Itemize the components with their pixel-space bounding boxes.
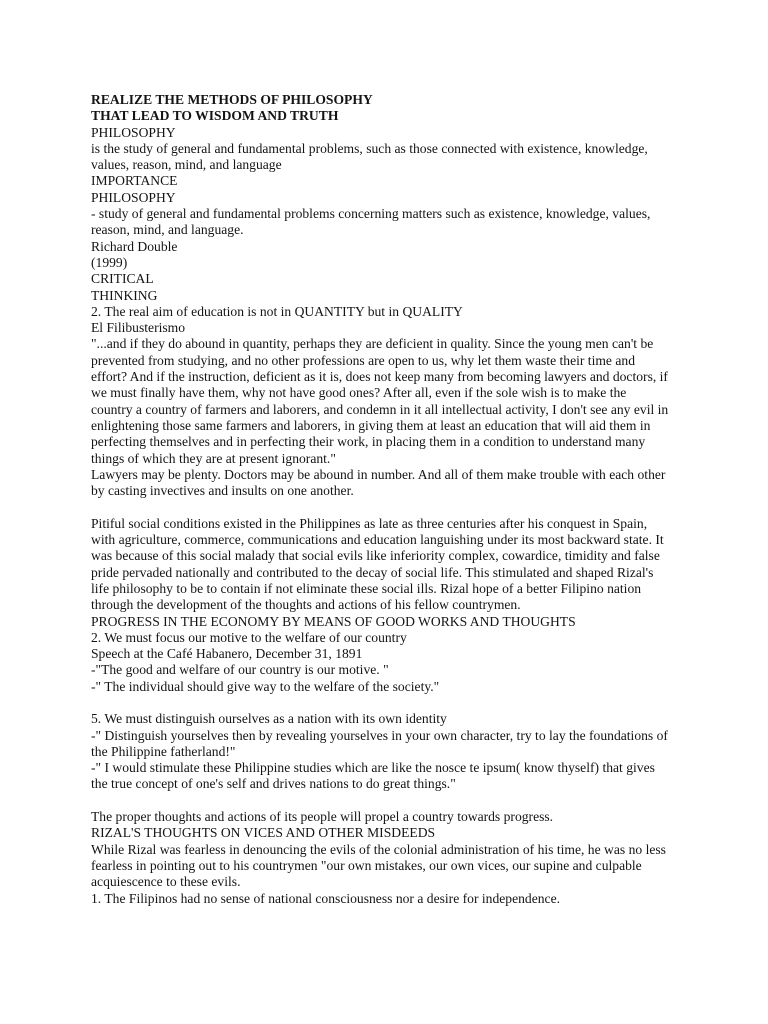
text-line: was because of this social malady that social evils like inferiority complex, cowardice, timidity and false	[91, 548, 660, 564]
text-line: CRITICAL	[91, 271, 154, 287]
document-body	[91, 125, 685, 907]
text-line: (1999)	[91, 254, 128, 270]
text-line: we must finally have them, why not have good ones? After all, even if the sole wish is to make the	[91, 385, 627, 401]
text-line: Speech at the Café Habanero, December 31, 1891	[91, 646, 363, 662]
text-line: acquiescence to these evils.	[91, 874, 241, 890]
text-line: Lawyers may be plenty. Doctors may be abound in number. And all of them make trouble with each other	[91, 466, 666, 482]
text-line: pride pervaded nationally and contributed to the decay of social life. This stimulated and shaped Rizal's	[91, 564, 654, 580]
text-line: RIZAL'S THOUGHTS ON VICES AND OTHER MISDEEDS	[91, 825, 436, 841]
text-line: PROGRESS IN THE ECONOMY BY MEANS OF GOOD WORKS AND THOUGHTS	[91, 613, 576, 629]
text-line: "...and if they do abound in quantity, perhaps they are deficient in quality. Since the young men can't be	[91, 336, 654, 352]
text-line: perfecting themselves and in perfecting their work, in placing them in a condition to understand many	[91, 434, 646, 450]
text-line: the true concept of one's self and drives nations to do great things."	[91, 776, 456, 792]
text-line: THINKING	[91, 287, 158, 303]
document-page	[91, 92, 685, 907]
paragraph-break	[91, 793, 685, 809]
text-line: 2. We must focus our motive to the welfare of our country	[91, 629, 407, 645]
text-line: PHILOSOPHY	[91, 124, 176, 140]
text-line: The proper thoughts and actions of its people will propel a country towards progress.	[91, 809, 554, 825]
text-line: life philosophy to be to contain if not eliminate these social ills. Rizal hope of a better Filipino nation	[91, 580, 642, 596]
paragraph-break	[91, 695, 685, 711]
text-line: Pitiful social conditions existed in the Philippines as late as three centuries after his conquest in Spain,	[91, 515, 648, 531]
text-line: While Rizal was fearless in denouncing the evils of the colonial administration of his time, he was no less	[91, 841, 666, 857]
text-line: reason, mind, and language.	[91, 222, 244, 238]
text-line: PHILOSOPHY	[91, 189, 176, 205]
text-line: prevented from studying, and no other professions are open to us, why let them waste their time and	[91, 352, 635, 368]
text-line: fearless in pointing out to his countrymen "our own mistakes, our own vices, our supine and culpable	[91, 857, 642, 873]
paragraph-break	[91, 499, 685, 515]
text-line: -" I would stimulate these Philippine studies which are like the nosce te ipsum( know thyself) that gives	[91, 760, 655, 776]
text-line: through the development of the thoughts and actions of his fellow countrymen.	[91, 597, 521, 613]
text-line: things of which they are at present ignorant."	[91, 450, 336, 466]
text-line: enlightening those same farmers and laborers, in giving them at least an education that will aid them in	[91, 417, 651, 433]
text-line: the Philippine fatherland!"	[91, 743, 236, 759]
text-line: 2. The real aim of education is not in QUANTITY but in QUALITY	[91, 303, 463, 319]
document-title-line-2: THAT LEAD TO WISDOM AND TRUTH	[91, 108, 339, 124]
text-line: -"The good and welfare of our country is our motive. "	[91, 662, 389, 678]
text-line: 5. We must distinguish ourselves as a nation with its own identity	[91, 711, 447, 727]
text-line: -" The individual should give way to the welfare of the society."	[91, 678, 440, 694]
text-line: effort? And if the instruction, deficient as it is, does not keep many from becoming lawyers and doctors, if	[91, 369, 668, 385]
text-line: is the study of general and fundamental problems, such as those connected with existence, knowledge,	[91, 140, 648, 156]
document-title-line-1: REALIZE THE METHODS OF PHILOSOPHY	[91, 92, 373, 107]
text-line: El Filibusterismo	[91, 320, 186, 336]
text-line: values, reason, mind, and language	[91, 157, 282, 173]
text-line: -" Distinguish yourselves then by revealing yourselves in your own character, try to lay the foundations of	[91, 727, 668, 743]
text-line: with agriculture, commerce, communications and education languishing under its most backward state. It	[91, 532, 664, 548]
text-line: country a country of farmers and laborers, and condemn in it all intellectual activity, I don't see any evil in	[91, 401, 669, 417]
text-line: by casting invectives and insults on one another.	[91, 483, 354, 499]
text-line: 1. The Filipinos had no sense of national consciousness nor a desire for independence.	[91, 890, 560, 906]
text-line: IMPORTANCE	[91, 173, 178, 189]
text-line: - study of general and fundamental problems concerning matters such as existence, knowledge, values,	[91, 206, 651, 222]
text-line: Richard Double	[91, 238, 178, 254]
